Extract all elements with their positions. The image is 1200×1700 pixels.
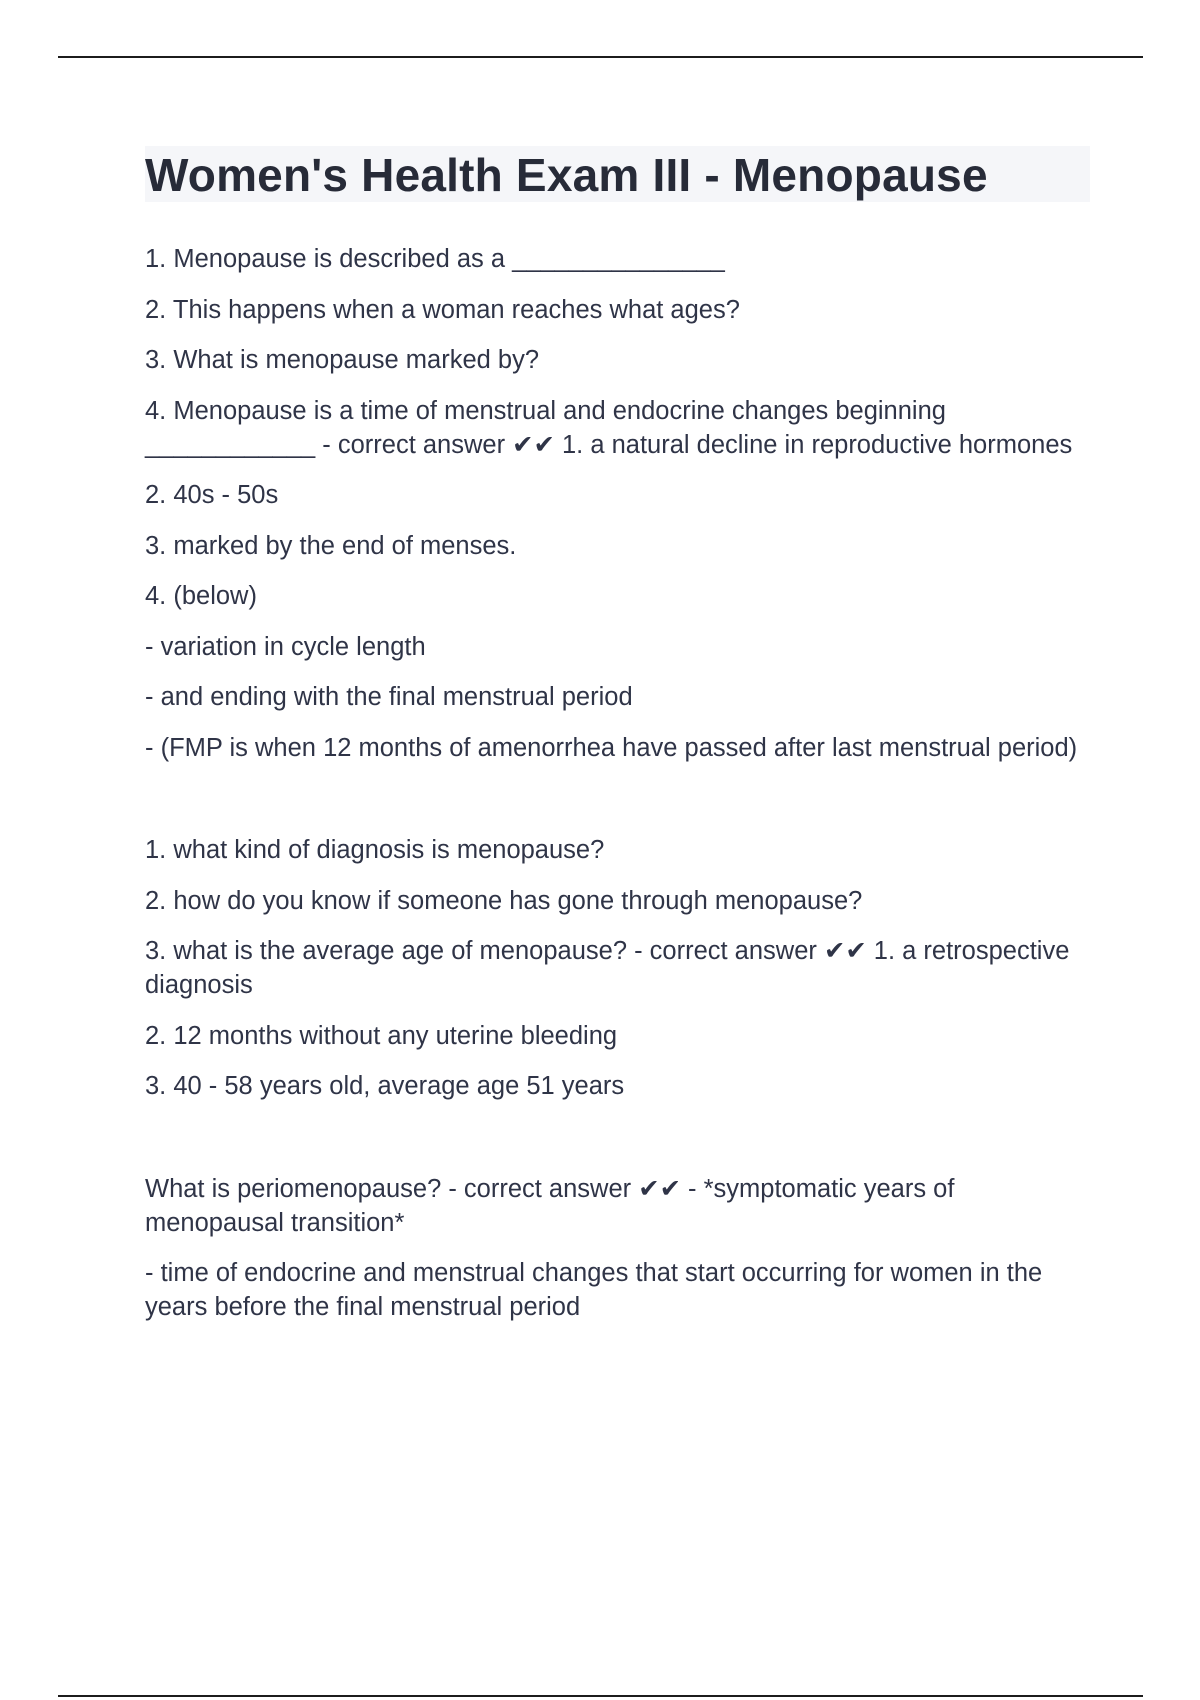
flashcard-3: [145, 1172, 1090, 1325]
card-line: 4. (below): [145, 582, 257, 610]
card-separator: [145, 1120, 1090, 1172]
card-line: What is periomenopause? - correct answer ✔✔ - *symptomatic years of menopausal transition*: [145, 1174, 955, 1237]
card-separator: [145, 781, 1090, 833]
title-bar: [145, 146, 1090, 202]
card-line: 3. what is the average age of menopause? - correct answer ✔✔ 1. a retrospective diagnosis: [145, 937, 1070, 999]
card-line: - (FMP is when 12 months of amenorrhea have passed after last menstrual period): [145, 733, 1078, 762]
card-line: 2. This happens when a woman reaches what ages?: [145, 295, 740, 324]
card-line: 1. what kind of diagnosis is menopause?: [145, 836, 605, 864]
card-line: 2. 12 months without any uterine bleeding: [145, 1021, 618, 1050]
card-line: 4. Menopause is a time of menstrual and endocrine changes beginning ____________ - correct answer ✔✔ 1. a natural decline in reproductive hormones: [145, 396, 1073, 459]
page-title: Women's Health Exam III - Menopause: [145, 149, 988, 201]
card-line: 2. how do you know if someone has gone through menopause?: [145, 886, 863, 915]
card-line: 3. 40 - 58 years old, average age 51 years: [145, 1072, 625, 1100]
card-line: - time of endocrine and menstrual changes that start occurring for women in the years before the final menstrual period: [145, 1259, 1043, 1321]
card-line: 3. marked by the end of menses.: [145, 531, 517, 560]
card-line: 3. What is menopause marked by?: [145, 346, 540, 374]
card-line: - variation in cycle length: [145, 632, 426, 661]
document-body: [145, 146, 1090, 1341]
card-line: 2. 40s - 50s: [145, 481, 279, 509]
flashcard-1: [145, 242, 1090, 765]
card-line: - and ending with the final menstrual period: [145, 683, 633, 711]
top-rule: [58, 56, 1143, 58]
bottom-rule: [58, 1695, 1143, 1697]
flashcard-2: [145, 833, 1090, 1103]
card-line: 1. Menopause is described as a _______________: [145, 245, 725, 273]
